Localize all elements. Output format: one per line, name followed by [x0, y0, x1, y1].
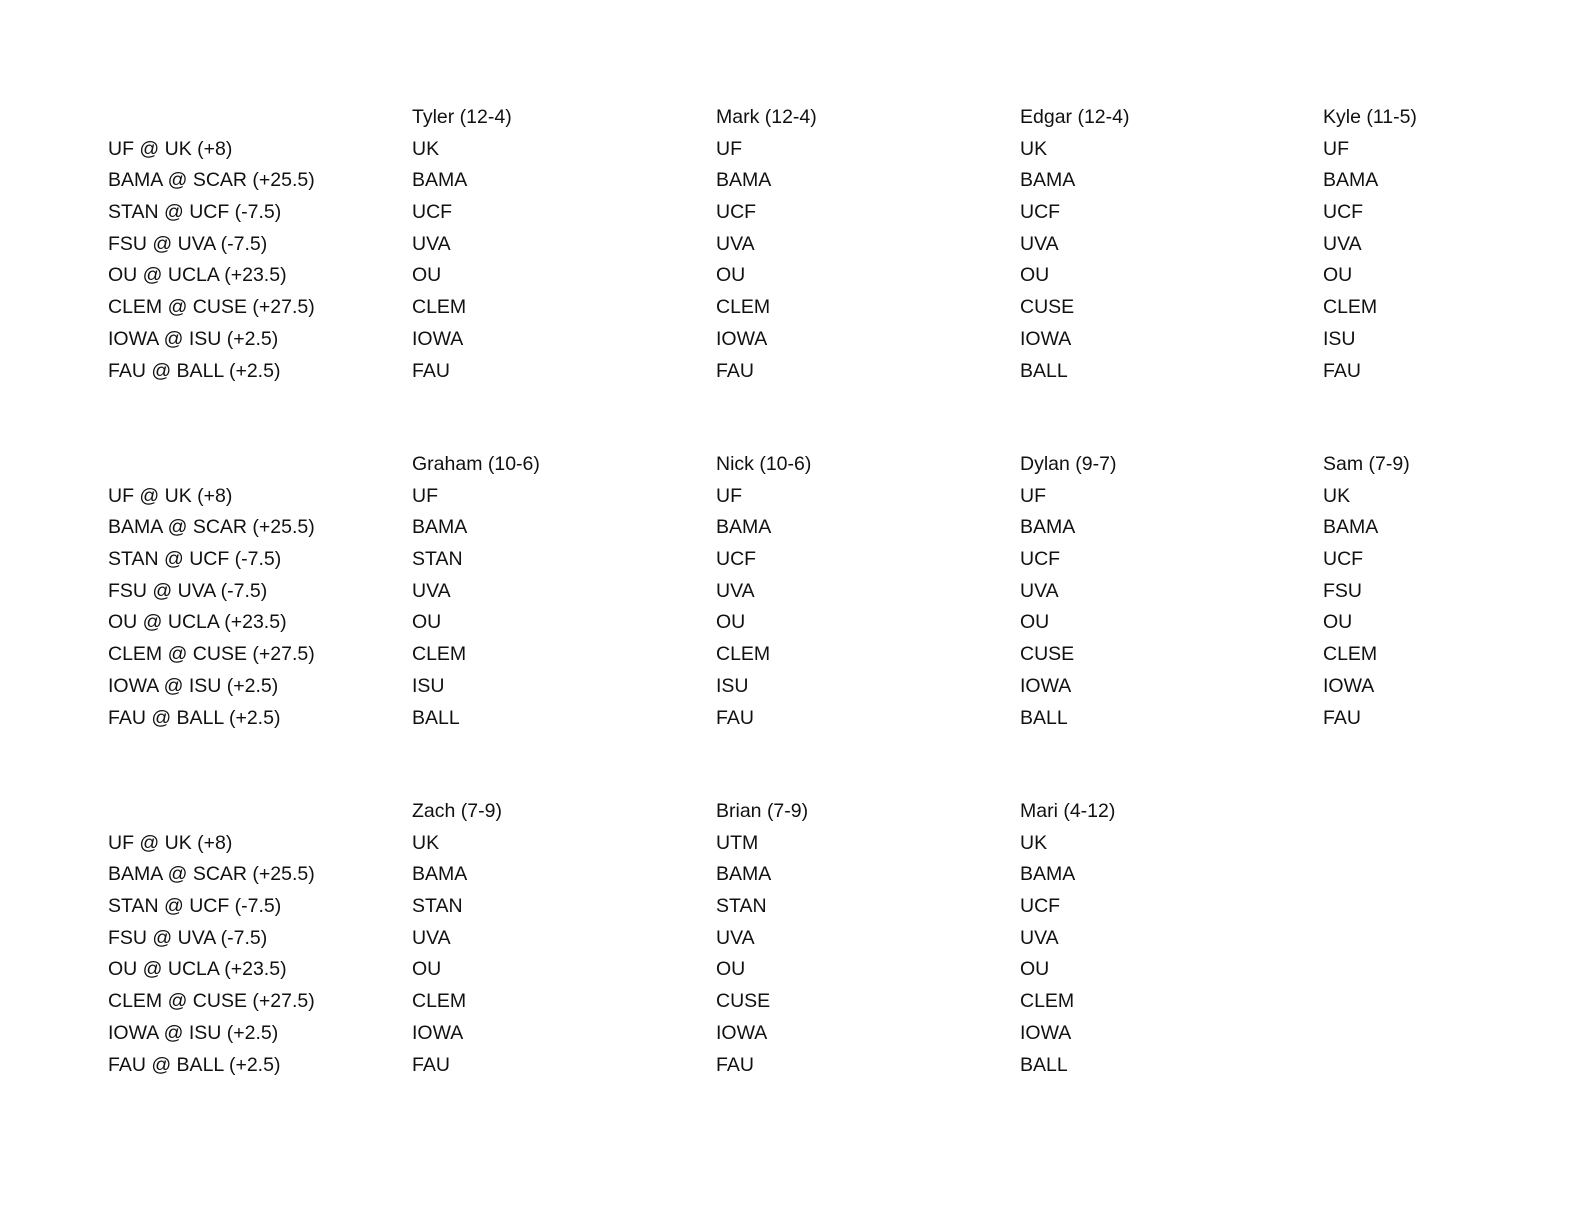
game-row [108, 358, 1548, 390]
game-label: FSU @ UVA (-7.5) [108, 232, 268, 255]
game-label: UF @ UK (+8) [108, 831, 233, 854]
player-name: Sam (7-9) [1323, 453, 1410, 475]
pick-cell: IOWA [1020, 327, 1072, 350]
pick-cell: BAMA [1323, 516, 1379, 539]
pick-cell: OU [1020, 611, 1050, 634]
pick-cell: UVA [1020, 926, 1059, 949]
pick-cell: OU [412, 264, 442, 287]
pick-cell: FAU [716, 706, 754, 729]
pick-cell: UK [1020, 137, 1048, 160]
pick-cell: ISU [1323, 327, 1356, 350]
player-name: Zach (7-9) [412, 800, 502, 822]
game-row [108, 609, 1548, 641]
header-row [108, 451, 1548, 483]
pick-cell: BALL [1020, 706, 1068, 729]
pick-cell: BALL [412, 706, 460, 729]
pick-cell: UCF [1323, 548, 1364, 571]
game-label: STAN @ UCF (-7.5) [108, 201, 282, 224]
pick-cell: FAU [716, 359, 754, 382]
pick-cell: STAN [716, 895, 767, 918]
pick-cell: ISU [412, 674, 445, 697]
game-label: OU @ UCLA (+23.5) [108, 264, 287, 287]
game-row [108, 893, 1548, 925]
pick-cell: OU [1020, 958, 1050, 981]
pick-cell: FAU [1323, 359, 1361, 382]
pick-cell: UK [1323, 484, 1351, 507]
pick-cell: UF [412, 484, 438, 507]
game-label: CLEM @ CUSE (+27.5) [108, 296, 315, 319]
pick-cell: CLEM [412, 643, 467, 666]
pick-cell: CUSE [1020, 296, 1075, 319]
pick-cell: BAMA [716, 169, 772, 192]
game-row [108, 705, 1548, 737]
pick-cell: UTM [716, 831, 759, 854]
pick-cell: OU [412, 958, 442, 981]
pick-cell: IOWA [1020, 674, 1072, 697]
game-row [108, 925, 1548, 957]
picks-table-group-1 [108, 104, 1548, 389]
pick-cell: BAMA [412, 169, 468, 192]
game-row [108, 578, 1548, 610]
pick-cell: UVA [412, 926, 451, 949]
pick-cell: CUSE [716, 990, 771, 1013]
pick-cell: OU [412, 611, 442, 634]
game-label: STAN @ UCF (-7.5) [108, 548, 282, 571]
game-row [108, 262, 1548, 294]
pick-cell: UF [716, 137, 742, 160]
picks-table-group-2 [108, 451, 1548, 736]
pick-cell: STAN [412, 895, 463, 918]
pick-cell: CLEM [1020, 990, 1075, 1013]
pick-cell: STAN [412, 548, 463, 571]
game-label: IOWA @ ISU (+2.5) [108, 1021, 279, 1044]
game-label: CLEM @ CUSE (+27.5) [108, 643, 315, 666]
game-label: OU @ UCLA (+23.5) [108, 611, 287, 634]
player-name: Graham (10-6) [412, 453, 540, 475]
game-row [108, 988, 1548, 1020]
pick-cell: CLEM [716, 296, 771, 319]
pick-cell: UCF [1020, 895, 1061, 918]
pick-cell: IOWA [716, 1021, 768, 1044]
pick-cell: BAMA [1323, 169, 1379, 192]
pick-cell: UCF [1323, 201, 1364, 224]
pick-cell: UK [412, 137, 440, 160]
pick-cell: UCF [1020, 548, 1061, 571]
player-name: Edgar (12-4) [1020, 106, 1130, 128]
game-row [108, 326, 1548, 358]
game-row [108, 231, 1548, 263]
game-row [108, 483, 1548, 515]
pick-cell: CLEM [716, 643, 771, 666]
player-name: Brian (7-9) [716, 800, 809, 822]
pick-cell: OU [1323, 611, 1353, 634]
pick-cell: BALL [1020, 1053, 1068, 1076]
pick-cell: BAMA [716, 863, 772, 886]
pick-cell: UCF [412, 201, 453, 224]
game-label: IOWA @ ISU (+2.5) [108, 327, 279, 350]
pick-cell: IOWA [1323, 674, 1375, 697]
player-name: Tyler (12-4) [412, 106, 512, 128]
game-row [108, 861, 1548, 893]
game-label: OU @ UCLA (+23.5) [108, 958, 287, 981]
pick-cell: UF [1323, 137, 1349, 160]
player-name: Nick (10-6) [716, 453, 812, 475]
pick-cell: BALL [1020, 359, 1068, 382]
game-row [108, 514, 1548, 546]
pick-cell: UVA [412, 579, 451, 602]
pick-cell: CLEM [412, 990, 467, 1013]
game-label: FAU @ BALL (+2.5) [108, 359, 281, 382]
pick-cell: UVA [1020, 579, 1059, 602]
game-label: STAN @ UCF (-7.5) [108, 895, 282, 918]
game-label: IOWA @ ISU (+2.5) [108, 674, 279, 697]
pick-cell: OU [716, 958, 746, 981]
game-label: BAMA @ SCAR (+25.5) [108, 169, 315, 192]
game-row [108, 1020, 1548, 1052]
pick-cell: UCF [1020, 201, 1061, 224]
pick-cell: OU [716, 264, 746, 287]
game-label: CLEM @ CUSE (+27.5) [108, 990, 315, 1013]
game-row [108, 199, 1548, 231]
pick-cell: IOWA [1020, 1021, 1072, 1044]
pick-cell: UF [1020, 484, 1046, 507]
player-name: Mari (4-12) [1020, 800, 1116, 822]
pick-cell: OU [716, 611, 746, 634]
pick-cell: CUSE [1020, 643, 1075, 666]
game-row [108, 1052, 1548, 1084]
pick-cell: BAMA [1020, 169, 1076, 192]
pick-cell: CLEM [1323, 296, 1378, 319]
pick-cell: FAU [412, 1053, 450, 1076]
game-label: FAU @ BALL (+2.5) [108, 706, 281, 729]
pick-cell: FSU [1323, 579, 1362, 602]
pick-cell: BAMA [1020, 863, 1076, 886]
game-row [108, 673, 1548, 705]
pick-cell: CLEM [1323, 643, 1378, 666]
pick-cell: FAU [412, 359, 450, 382]
game-row [108, 294, 1548, 326]
pick-cell: BAMA [716, 516, 772, 539]
player-name: Mark (12-4) [716, 106, 817, 128]
pick-cell: UF [716, 484, 742, 507]
game-row [108, 956, 1548, 988]
player-name: Dylan (9-7) [1020, 453, 1117, 475]
pick-cell: UVA [716, 579, 755, 602]
game-row [108, 136, 1548, 168]
pick-cell: UVA [716, 232, 755, 255]
pick-cell: IOWA [412, 1021, 464, 1044]
pick-cell: IOWA [412, 327, 464, 350]
pick-cell: BAMA [412, 863, 468, 886]
pick-cell: UK [1020, 831, 1048, 854]
pick-cell: UVA [412, 232, 451, 255]
game-label: BAMA @ SCAR (+25.5) [108, 863, 315, 886]
pick-cell: UVA [1323, 232, 1362, 255]
picks-table-group-3 [108, 798, 1548, 1083]
pick-cell: UK [412, 831, 440, 854]
game-label: FSU @ UVA (-7.5) [108, 926, 268, 949]
pick-cell: FAU [716, 1053, 754, 1076]
pick-cell: UVA [1020, 232, 1059, 255]
pick-cell: OU [1323, 264, 1353, 287]
game-row [108, 830, 1548, 862]
game-label: UF @ UK (+8) [108, 137, 233, 160]
pick-cell: IOWA [716, 327, 768, 350]
pick-cell: FAU [1323, 706, 1361, 729]
pick-cell: CLEM [412, 296, 467, 319]
game-label: UF @ UK (+8) [108, 484, 233, 507]
game-label: BAMA @ SCAR (+25.5) [108, 516, 315, 539]
pick-cell: BAMA [1020, 516, 1076, 539]
pick-cell: UCF [716, 201, 757, 224]
header-row [108, 798, 1548, 830]
game-row [108, 167, 1548, 199]
header-row [108, 104, 1548, 136]
game-label: FSU @ UVA (-7.5) [108, 579, 268, 602]
game-row [108, 641, 1548, 673]
pick-cell: ISU [716, 674, 749, 697]
pick-cell: UCF [716, 548, 757, 571]
player-name: Kyle (11-5) [1323, 106, 1417, 128]
pick-cell: UVA [716, 926, 755, 949]
pick-cell: BAMA [412, 516, 468, 539]
pick-cell: OU [1020, 264, 1050, 287]
game-label: FAU @ BALL (+2.5) [108, 1053, 281, 1076]
game-row [108, 546, 1548, 578]
